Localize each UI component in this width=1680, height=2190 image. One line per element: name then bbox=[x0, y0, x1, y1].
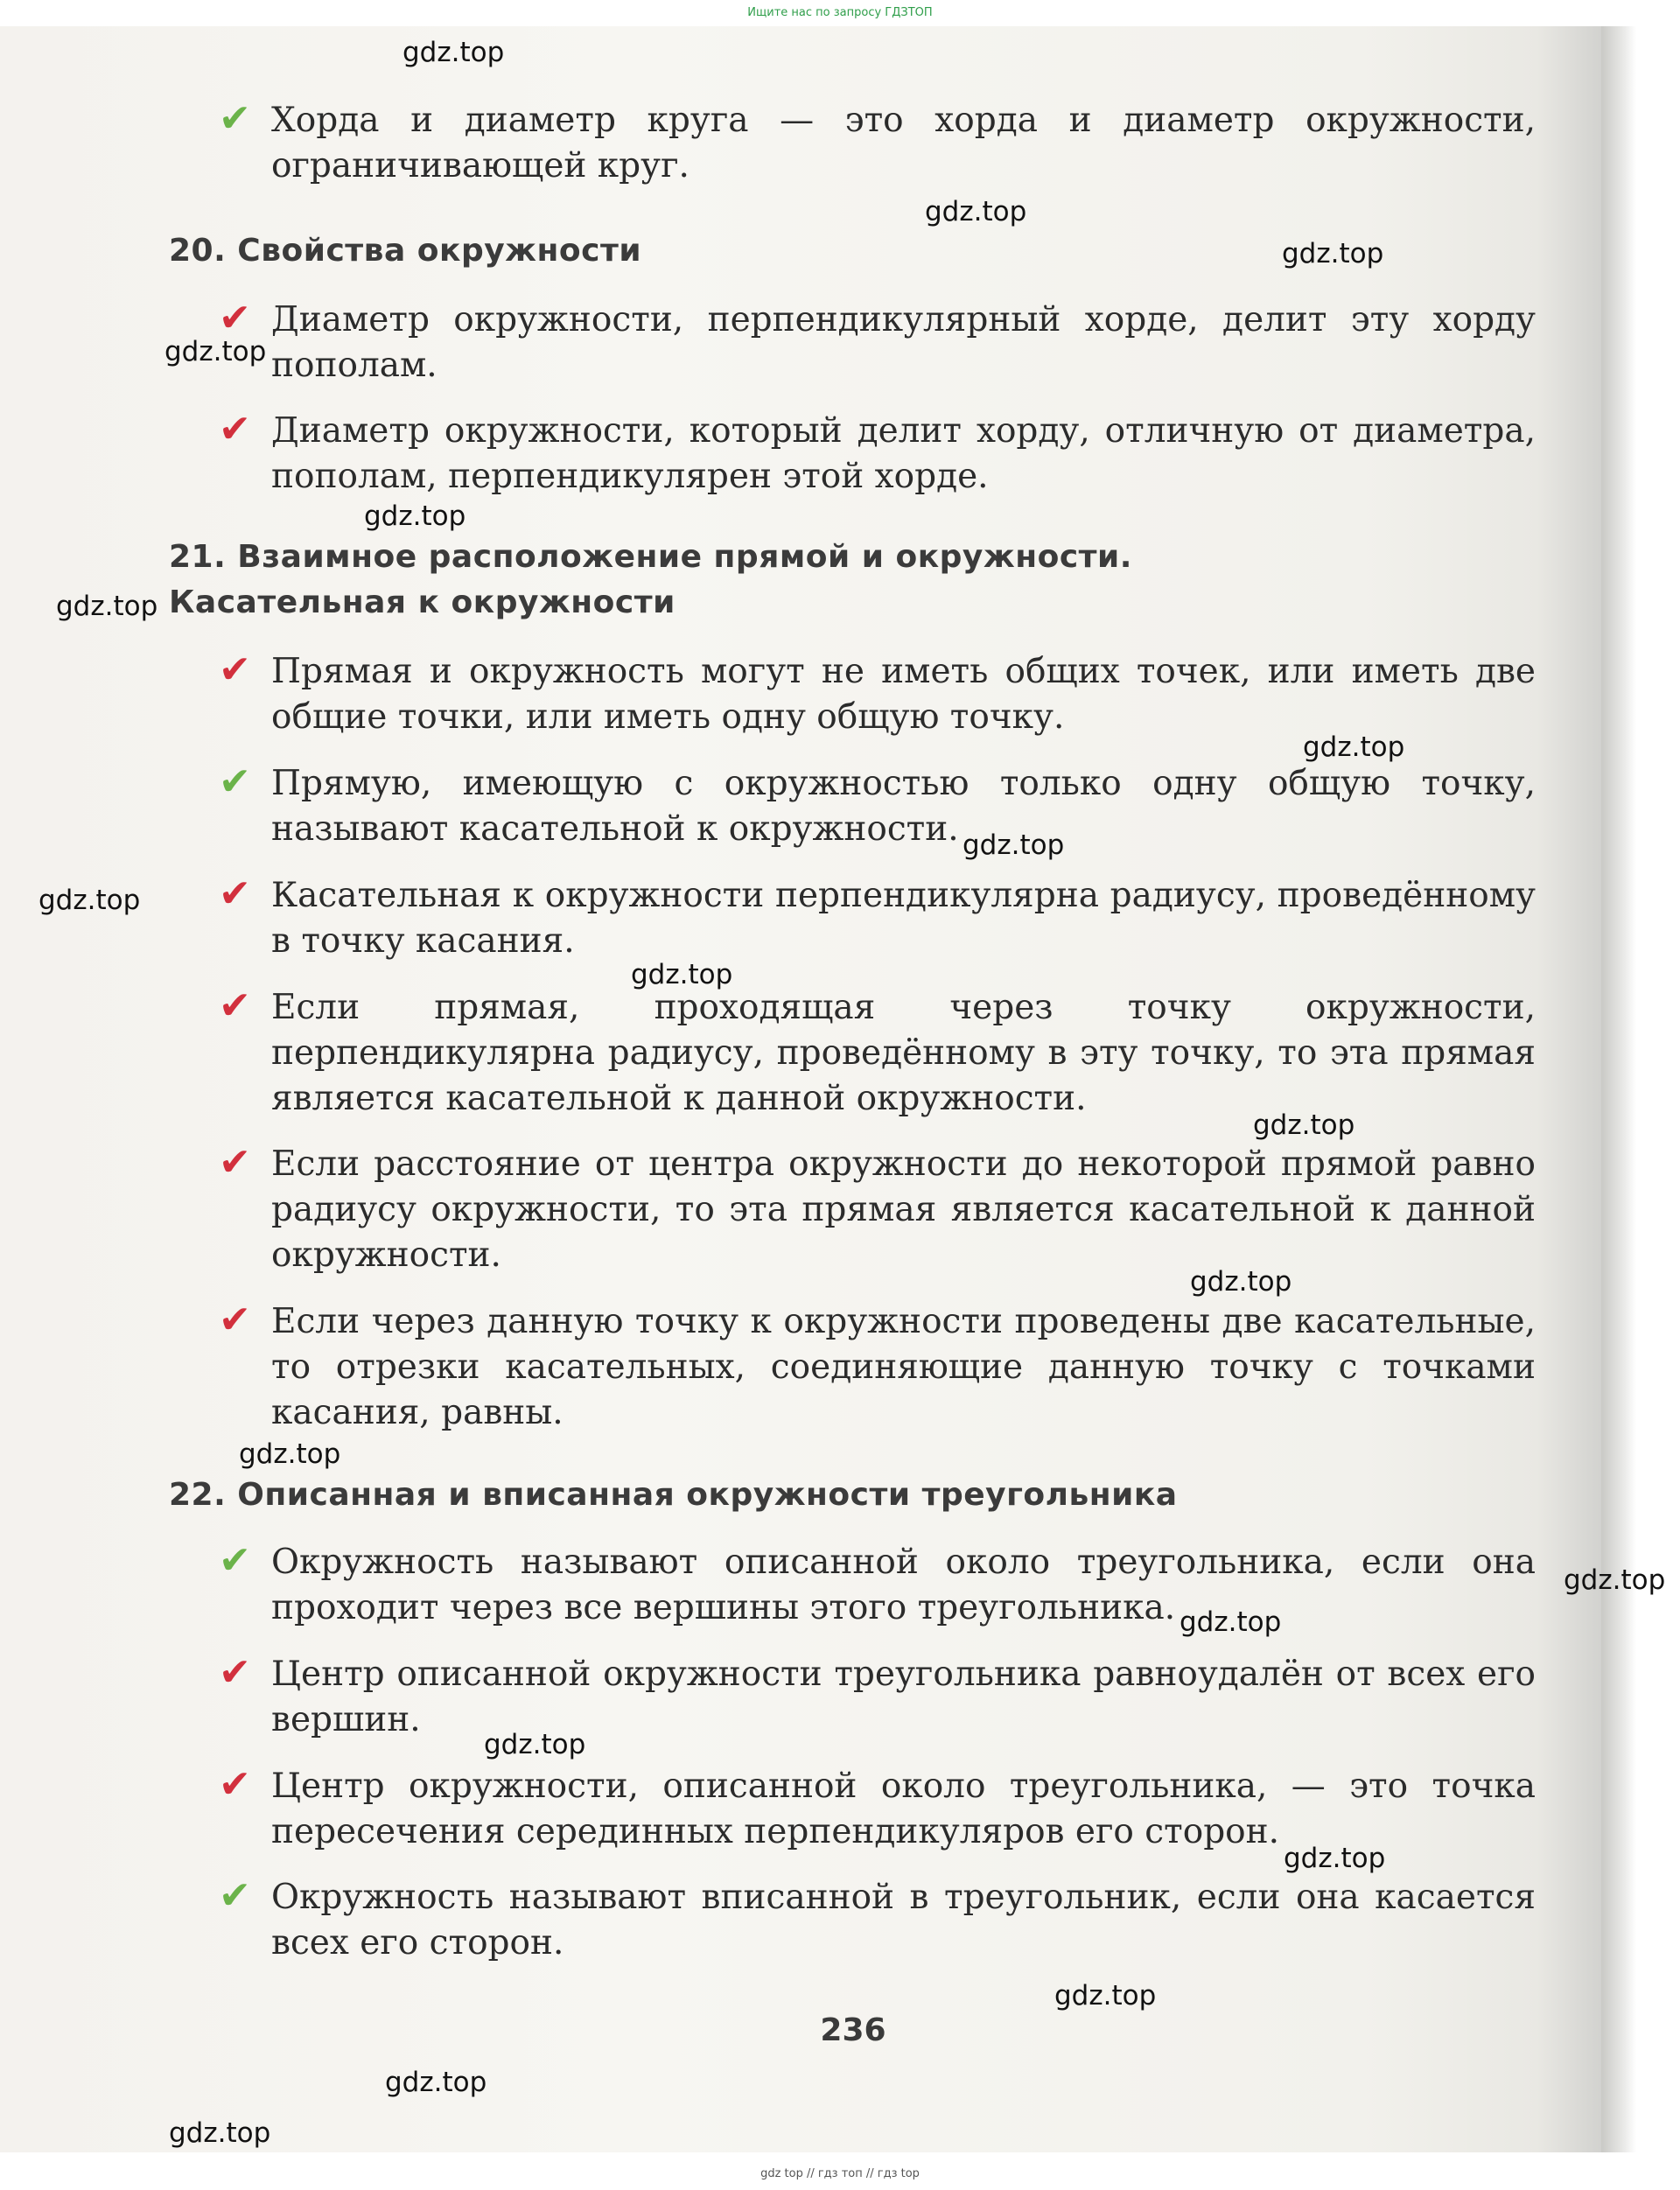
checkmark-icon: ✔ bbox=[219, 1298, 251, 1342]
footer-note: gdz top // гдз топ // гдз top bbox=[760, 2167, 920, 2180]
section-heading-21: 21. Взаимное расположение прямой и окружности. bbox=[169, 539, 1132, 575]
watermark-text: gdz.top bbox=[631, 959, 733, 990]
list-item bbox=[219, 297, 1536, 388]
checkmark-icon: ✔ bbox=[219, 759, 251, 804]
list-item-text: Если через данную точку к окружности проведены две касательные, то отрезки касательных, соединяющие данную точку с точками касания, равны. bbox=[271, 1302, 1536, 1432]
checkmark-icon: ✔ bbox=[219, 1762, 251, 1807]
list-item-text: Окружность называют описанной около треугольника, если она проходит через все вершины этого треугольника. bbox=[271, 1543, 1536, 1627]
list-item bbox=[219, 873, 1536, 964]
section-heading-21-line2: Касательная к окружности bbox=[169, 584, 676, 620]
list-item bbox=[219, 409, 1536, 500]
list-item-text: Центр описанной окружности треугольника равноудалён от всех его вершин. bbox=[271, 1655, 1536, 1739]
checkmark-icon: ✔ bbox=[219, 1140, 251, 1185]
page-number: 236 bbox=[820, 2012, 886, 2048]
watermark-text: gdz.top bbox=[1284, 1843, 1386, 1874]
list-item-text: Если расстояние от центра окружности до некоторой прямой равно радиусу окружности, то эта прямая является касательной к данной окружности. bbox=[271, 1144, 1536, 1275]
list-item bbox=[219, 1764, 1536, 1855]
list-item-text: Диаметр окружности, который делит хорду, отличную от диаметра, пополам, перпендикулярен этой хорде. bbox=[271, 411, 1536, 496]
checkmark-icon: ✔ bbox=[219, 407, 251, 451]
watermark-text: gdz.top bbox=[385, 2067, 487, 2098]
list-item-text: Окружность называют вписанной в треугольник, если она касается всех его сторон. bbox=[271, 1878, 1536, 1963]
checkmark-icon: ✔ bbox=[219, 1873, 251, 1918]
watermark-text: gdz.top bbox=[402, 37, 505, 68]
section-heading-22: 22. Описанная и вписанная окружности треугольника bbox=[169, 1477, 1178, 1513]
checkmark-icon: ✔ bbox=[219, 871, 251, 916]
list-item-text: Хорда и диаметр круга — это хорда и диаметр окружности, ограничивающей круг. bbox=[271, 101, 1536, 185]
list-item bbox=[219, 98, 1536, 189]
list-item bbox=[219, 985, 1536, 1122]
watermark-text: gdz.top bbox=[1282, 238, 1384, 269]
list-item bbox=[219, 1875, 1536, 1966]
checkmark-icon: ✔ bbox=[219, 647, 251, 692]
checkmark-icon: ✔ bbox=[219, 96, 251, 141]
watermark-text: gdz.top bbox=[962, 829, 1065, 861]
checkmark-icon: ✔ bbox=[219, 1650, 251, 1695]
watermark-text: gdz.top bbox=[164, 336, 267, 367]
watermark-text: gdz.top bbox=[1180, 1606, 1282, 1638]
list-item bbox=[219, 1540, 1536, 1631]
watermark-text: gdz.top bbox=[1253, 1109, 1355, 1141]
watermark-text: gdz.top bbox=[1303, 731, 1405, 763]
list-item-text: Прямую, имеющую с окружностью только одну общую точку, называют касательной к окружности. bbox=[271, 764, 1536, 849]
watermark-text: gdz.top bbox=[925, 196, 1027, 227]
watermark-text: gdz.top bbox=[1564, 1564, 1666, 1596]
watermark-text: gdz.top bbox=[364, 500, 466, 532]
list-item bbox=[219, 1652, 1536, 1743]
header-note: Ищите нас по запросу ГДЗТОП bbox=[747, 6, 933, 19]
list-item-text: Прямая и окружность могут не иметь общих точек, или иметь две общие точки, или иметь одну общую точку. bbox=[271, 652, 1536, 737]
list-item bbox=[219, 1299, 1536, 1436]
watermark-text: gdz.top bbox=[169, 2117, 271, 2149]
watermark-text: gdz.top bbox=[1190, 1266, 1292, 1298]
watermark-text: gdz.top bbox=[239, 1438, 341, 1470]
list-item-text: Если прямая, проходящая через точку окружности, перпендикулярна радиусу, проведённому в эту точку, то эта прямая является касательной к данной окружности. bbox=[271, 988, 1536, 1118]
watermark-text: gdz.top bbox=[1054, 1980, 1157, 2012]
section-heading-20: 20. Свойства окружности bbox=[169, 233, 642, 269]
list-item bbox=[219, 649, 1536, 740]
checkmark-icon: ✔ bbox=[219, 1538, 251, 1583]
watermark-text: gdz.top bbox=[56, 591, 158, 622]
watermark-text: gdz.top bbox=[484, 1729, 586, 1760]
checkmark-icon: ✔ bbox=[219, 983, 251, 1028]
list-item-text: Диаметр окружности, перпендикулярный хорде, делит эту хорду пополам. bbox=[271, 300, 1536, 385]
list-item bbox=[219, 1142, 1536, 1278]
page-edge-shadow bbox=[1601, 26, 1636, 2152]
list-item-text: Центр окружности, описанной около треугольника, — это точка пересечения серединных перпендикуляров его сторон. bbox=[271, 1767, 1536, 1851]
list-item-text: Касательная к окружности перпендикулярна радиусу, проведённому в точку касания. bbox=[271, 876, 1536, 961]
list-item bbox=[219, 761, 1536, 852]
watermark-text: gdz.top bbox=[38, 885, 141, 916]
checkmark-icon: ✔ bbox=[219, 296, 251, 340]
